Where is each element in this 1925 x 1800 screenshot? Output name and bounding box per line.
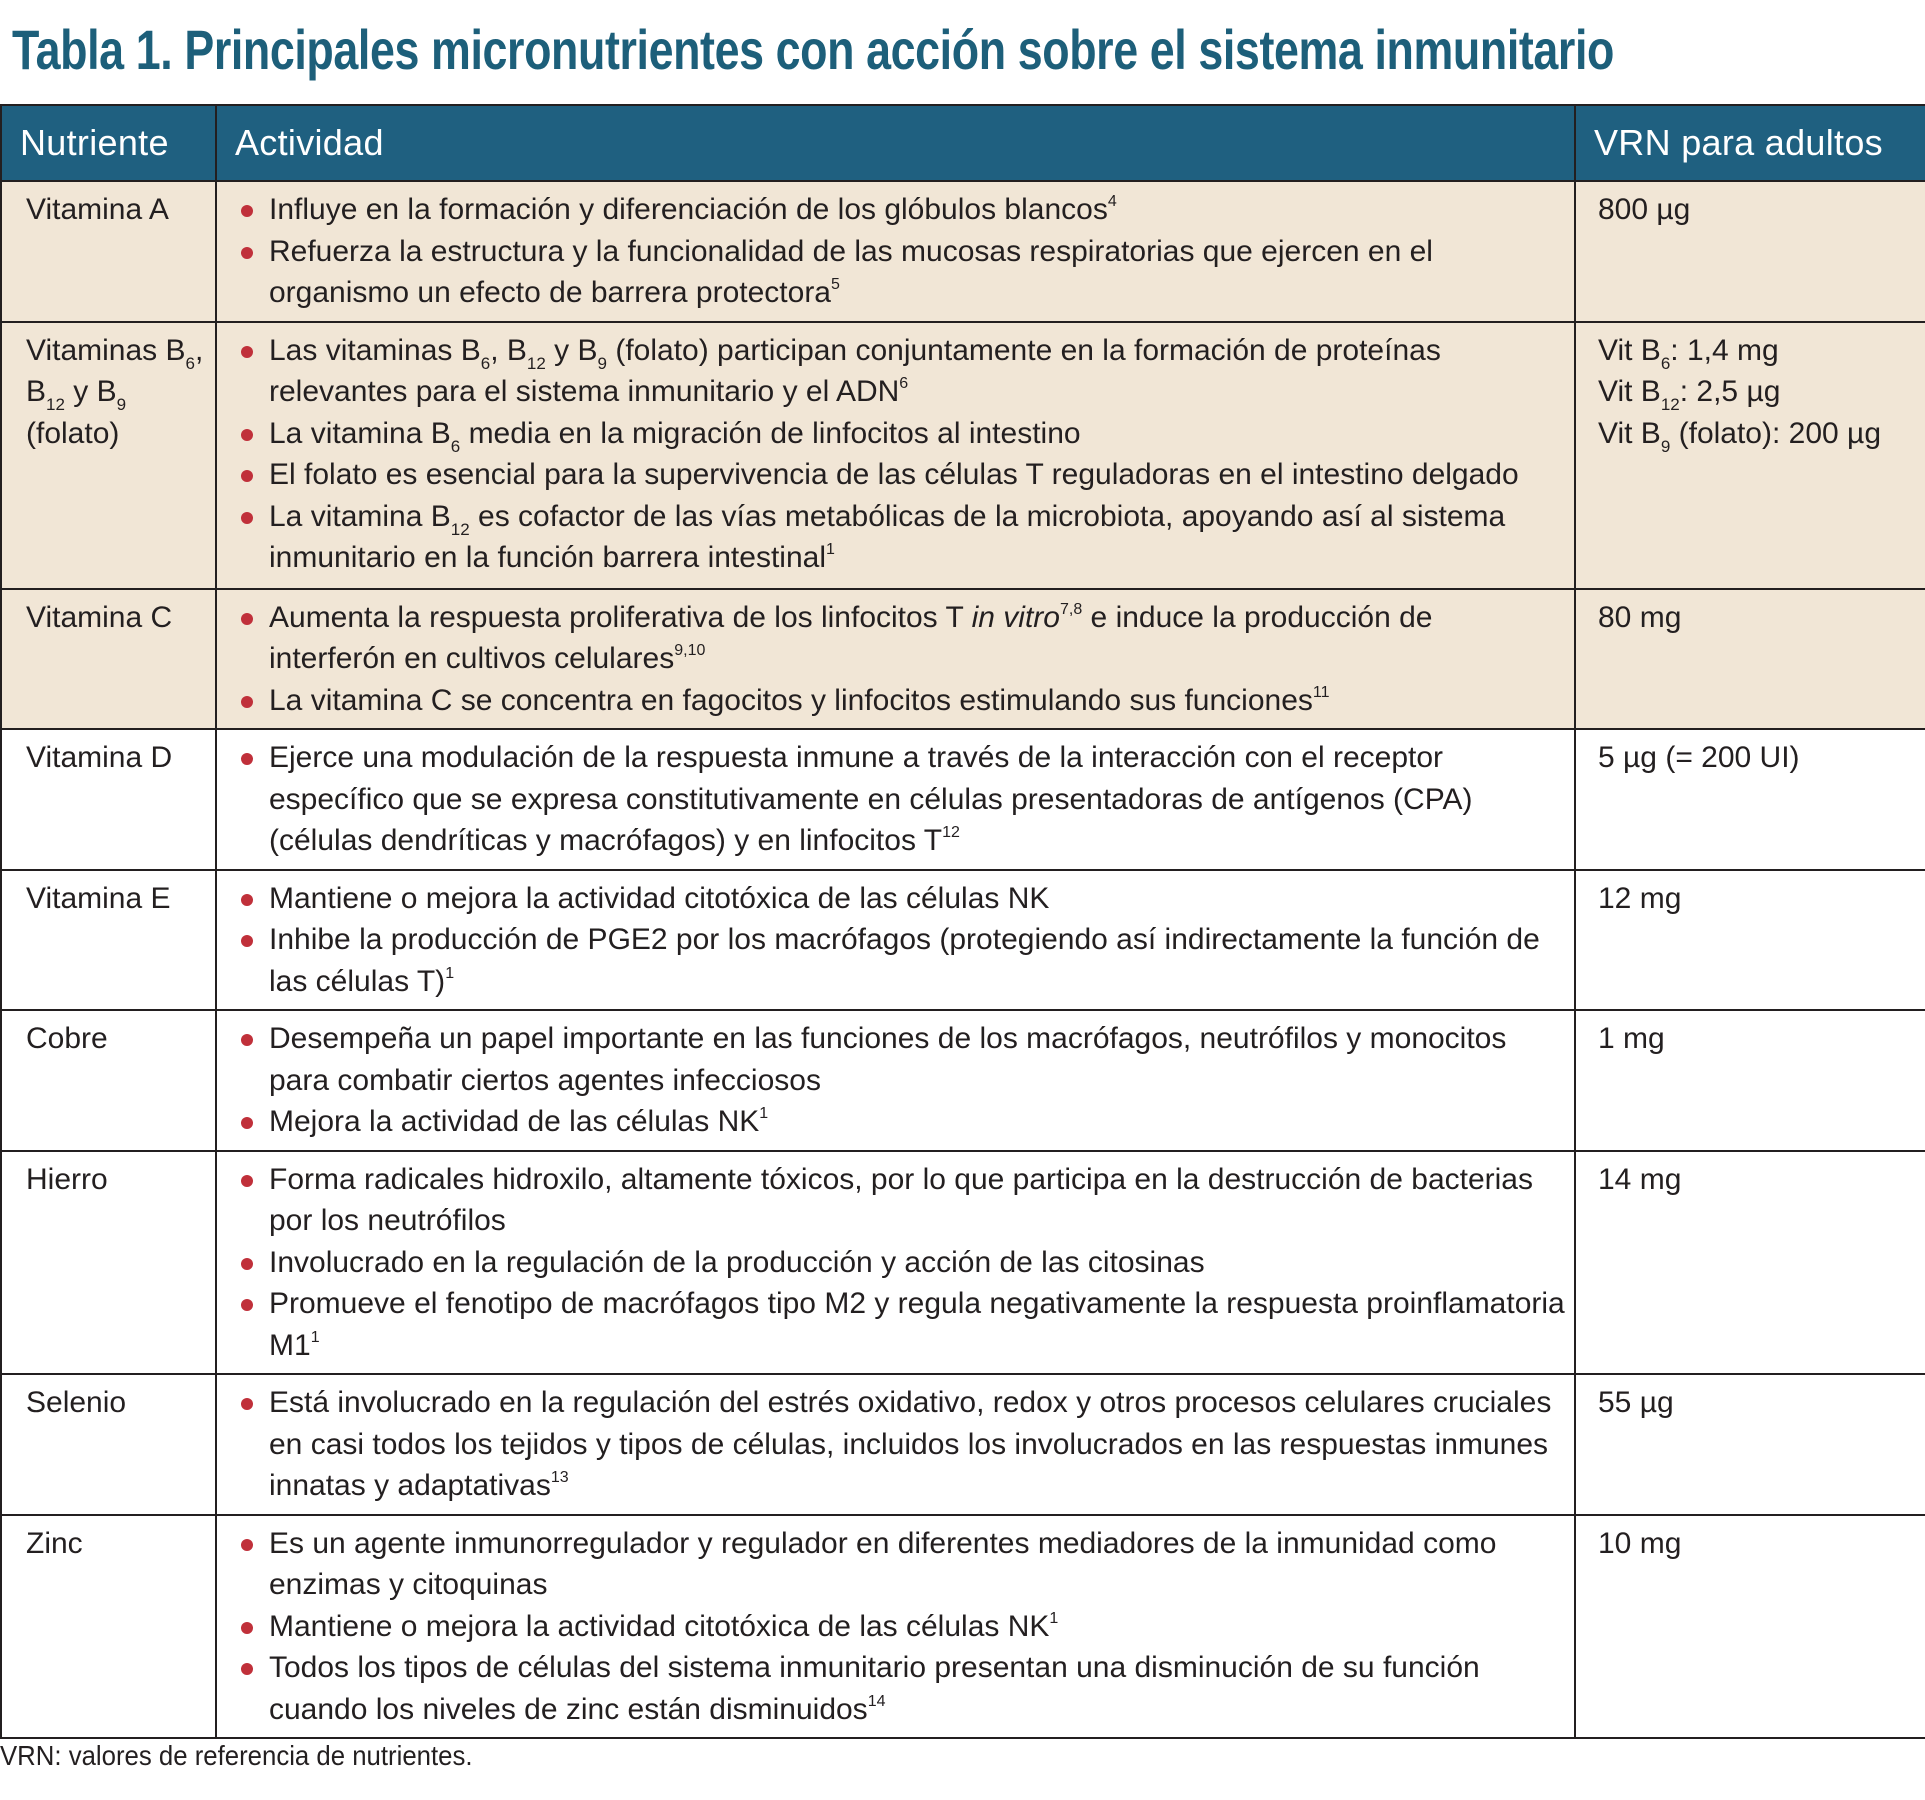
text-run: (folato): 200 µg	[1670, 416, 1882, 450]
text-run: 14 mg	[1598, 1162, 1682, 1196]
text-run: Cobre	[26, 1022, 108, 1055]
text-run: 55 µg	[1598, 1386, 1674, 1419]
text-run: 80 mg	[1598, 600, 1682, 634]
bullet-icon	[241, 613, 253, 625]
vrn-cell	[1575, 1010, 1925, 1151]
text-run: Refuerza la estructura y la funcionalidad de las mucosas respiratorias que ejercen en el organismo un efecto de barrera protectora	[269, 234, 1433, 309]
text-run: Vitamina C	[26, 600, 173, 634]
text-run: es cofactor de las vías metabólicas de la microbiota, apoyando así al sistema inmunitario en la función barrera intestinal	[269, 499, 1506, 574]
text-run: Vit B	[1598, 416, 1661, 450]
activity-cell	[216, 589, 1575, 730]
text-run: Está involucrado en la regulación del estrés oxidativo, redox y otros procesos celulares cruciales en casi todos los tejidos y tipos de células, incluidos los involucrados en las respuestas inmunes innatas y adaptativas	[269, 1386, 1552, 1502]
table-row	[1, 1151, 1925, 1375]
text-run: Vit B	[1598, 375, 1661, 408]
text-run: Mejora la actividad de las células NK	[269, 1105, 760, 1138]
header-nutrient: Nutriente	[1, 105, 216, 181]
bullet-icon	[241, 1258, 253, 1270]
table-row	[1, 729, 1925, 870]
text-run: Inhibe la producción de PGE2 por los macrófagos (protegiendo así indirectamente la función de las células T)	[269, 923, 1540, 998]
subscript: 12	[526, 353, 546, 373]
vrn-cell	[1575, 870, 1925, 1011]
activity-list	[231, 1523, 1566, 1731]
footnote: VRN: valores de referencia de nutrientes.	[0, 1740, 473, 1771]
reference-superscript: 1	[759, 1105, 769, 1122]
vrn-cell	[1575, 181, 1925, 322]
vrn-value	[1598, 371, 1915, 413]
text-run: Vitaminas B	[26, 333, 186, 367]
text-run: 1 mg	[1598, 1022, 1665, 1055]
bullet-icon	[241, 247, 253, 259]
activity-item	[231, 1159, 1566, 1242]
text-run: La vitamina B	[269, 499, 451, 533]
table-row	[1, 1010, 1925, 1151]
table-row	[1, 181, 1925, 322]
activity-cell	[216, 181, 1575, 322]
vrn-cell	[1575, 1515, 1925, 1739]
text-run: La vitamina C se concentra en fagocitos y linfocitos estimulando sus funciones	[269, 683, 1313, 717]
vrn-value	[1598, 1018, 1915, 1060]
activity-item	[231, 413, 1566, 455]
vrn-cell	[1575, 1374, 1925, 1515]
text-run: Vitamina A	[26, 193, 169, 226]
bullet-icon	[241, 512, 253, 524]
vrn-value	[1598, 737, 1915, 779]
activity-item	[231, 1101, 1566, 1143]
text-run: media en la migración de linfocitos al intestino	[460, 416, 1081, 450]
reference-superscript: 6	[899, 375, 909, 392]
activity-cell	[216, 1010, 1575, 1151]
text-run: , B	[490, 333, 527, 367]
activity-item	[231, 680, 1566, 722]
activity-item	[231, 1606, 1566, 1648]
nutrient-cell	[1, 729, 216, 870]
text-run: y B	[64, 375, 117, 408]
nutrient-cell	[1, 322, 216, 589]
vrn-value	[1598, 597, 1915, 639]
nutrient-cell	[1, 1374, 216, 1515]
activity-cell	[216, 870, 1575, 1011]
table-title: Tabla 1. Principales micronutrientes con acción sobre el sistema inmunitario	[12, 18, 1614, 81]
text-run: Influye en la formación y diferenciación de los glóbulos blancos	[269, 193, 1108, 226]
vrn-value	[1598, 1382, 1915, 1424]
text-run: Mantiene o mejora la actividad citotóxica de las células NK	[269, 1609, 1050, 1643]
activity-list	[231, 1159, 1566, 1367]
activity-cell	[216, 729, 1575, 870]
bullet-icon	[241, 429, 253, 441]
subscript: 9	[116, 395, 127, 414]
bullet-icon	[241, 1034, 253, 1046]
table-row	[1, 870, 1925, 1011]
text-run: Aumenta la respuesta proliferativa de los linfocitos T	[269, 600, 972, 634]
text-run: La vitamina B	[269, 416, 451, 450]
table-row	[1, 589, 1925, 730]
activity-list	[231, 330, 1566, 579]
reference-superscript: 9,10	[674, 642, 706, 659]
reference-superscript: 1	[310, 1328, 320, 1346]
text-run: El folato es esencial para la supervivencia de las células T reguladoras en el intestino delgado	[269, 458, 1519, 491]
activity-cell	[216, 322, 1575, 589]
bullet-icon	[241, 1663, 253, 1675]
activity-list	[231, 597, 1566, 722]
subscript: 6	[1660, 353, 1671, 373]
bullet-icon	[241, 470, 253, 482]
text-run: 800 µg	[1598, 193, 1691, 226]
reference-superscript: 12	[942, 824, 960, 841]
text-run: Zinc	[26, 1526, 83, 1560]
vrn-value	[1598, 413, 1915, 455]
nutrient-cell	[1, 1515, 216, 1739]
activity-item	[231, 189, 1566, 231]
subscript: 12	[1660, 395, 1680, 414]
activity-item	[231, 1647, 1566, 1730]
nutrient-cell	[1, 181, 216, 322]
bullet-icon	[241, 346, 253, 358]
reference-superscript: 14	[867, 1692, 886, 1710]
bullet-icon	[241, 205, 253, 217]
text-run: Mantiene o mejora la actividad citotóxica de las células NK	[269, 881, 1050, 915]
activity-item	[231, 1283, 1566, 1366]
text-run: Promueve el fenotipo de macrófagos tipo M2 y regula negativamente la respuesta proinflamatoria M1	[269, 1287, 1565, 1362]
subscript: 6	[480, 353, 491, 373]
activity-item	[231, 597, 1566, 680]
text-run: Las vitaminas B	[269, 333, 481, 367]
vrn-value	[1598, 189, 1915, 231]
activity-item	[231, 1242, 1566, 1284]
text-run: in vitro	[971, 600, 1060, 634]
text-run: (folato) participan conjuntamente en la formación de proteínas relevantes para el sistema inmunitario y el ADN	[269, 333, 1441, 408]
bullet-icon	[241, 1398, 253, 1410]
activity-item	[231, 454, 1566, 496]
reference-superscript: 7,8	[1059, 600, 1083, 618]
bullet-icon	[241, 1175, 253, 1187]
activity-item	[231, 496, 1566, 579]
subscript: 6	[450, 436, 461, 456]
vrn-value	[1598, 878, 1915, 920]
bullet-icon	[241, 1117, 253, 1129]
vrn-value	[1598, 1523, 1915, 1565]
activity-item	[231, 878, 1566, 920]
vrn-cell	[1575, 1151, 1925, 1375]
vrn-cell	[1575, 589, 1925, 730]
activity-item	[231, 1523, 1566, 1606]
text-run: y B	[545, 333, 598, 367]
reference-superscript: 1	[1049, 1609, 1059, 1627]
text-run: Es un agente inmunorregulador y regulador en diferentes mediadores de la inmunidad como enzimas y citoquinas	[269, 1526, 1497, 1601]
subscript: 12	[450, 519, 470, 539]
text-run: Desempeña un papel importante en las funciones de los macrófagos, neutrófilos y monocitos para combatir ciertos agentes infecciosos	[269, 1022, 1507, 1097]
header-activity: Actividad	[216, 105, 1575, 181]
vrn-value	[1598, 330, 1915, 372]
text-run: (folato)	[26, 416, 120, 450]
activity-list	[231, 737, 1566, 862]
text-run: Forma radicales hidroxilo, altamente tóxicos, por lo que participa en la destrucción de bacterias por los neutrófilos	[269, 1162, 1533, 1237]
activity-list	[231, 1018, 1566, 1143]
activity-list	[231, 189, 1566, 314]
activity-item	[231, 330, 1566, 413]
reference-superscript: 1	[825, 541, 835, 558]
activity-list	[231, 878, 1566, 1003]
activity-cell	[216, 1374, 1575, 1515]
subscript: 6	[185, 353, 195, 373]
nutrient-cell	[1, 870, 216, 1011]
activity-item	[231, 1382, 1566, 1507]
micronutrient-table	[0, 104, 1925, 1739]
subscript: 9	[1660, 436, 1671, 456]
nutrient-cell	[1, 589, 216, 730]
vrn-cell	[1575, 729, 1925, 870]
reference-superscript: 4	[1107, 193, 1117, 210]
text-run: Involucrado en la regulación de la producción y acción de las citosinas	[269, 1245, 1205, 1279]
activity-cell	[216, 1151, 1575, 1375]
reference-superscript: 5	[831, 276, 840, 293]
activity-cell	[216, 1515, 1575, 1739]
text-run: Selenio	[26, 1386, 127, 1419]
subscript: 12	[46, 395, 65, 414]
bullet-icon	[241, 935, 253, 947]
activity-item	[231, 919, 1566, 1002]
vrn-value	[1598, 1159, 1915, 1201]
reference-superscript: 11	[1312, 683, 1330, 701]
bullet-icon	[241, 753, 253, 765]
activity-item	[231, 1018, 1566, 1101]
vrn-cell	[1575, 322, 1925, 589]
bullet-icon	[241, 1299, 253, 1311]
text-run: Ejerce una modulación de la respuesta inmune a través de la interacción con el receptor específico que se expresa constitutivamente en células presentadoras de antígenos (CPA) (células dendríticas y macrófagos) y en linfocitos T	[269, 741, 1473, 857]
text-run: 5 µg (= 200 UI)	[1598, 741, 1800, 774]
subscript: 9	[597, 353, 607, 373]
table-row	[1, 1515, 1925, 1739]
text-run: Vitamina D	[26, 741, 173, 774]
text-run: Todos los tipos de células del sistema inmunitario presentan una disminución de su función cuando los niveles de zinc están disminuidos	[269, 1651, 1480, 1726]
table-row	[1, 322, 1925, 589]
text-run: Hierro	[26, 1162, 108, 1196]
reference-superscript: 13	[550, 1469, 569, 1486]
header-vrn: VRN para adultos	[1575, 105, 1925, 181]
reference-superscript: 1	[445, 964, 455, 982]
text-run: 12 mg	[1598, 881, 1682, 915]
activity-item	[231, 737, 1566, 862]
activity-item	[231, 231, 1566, 314]
text-run: , B	[26, 333, 204, 408]
bullet-icon	[241, 1622, 253, 1634]
table-body	[1, 181, 1925, 1738]
text-run: 10 mg	[1598, 1526, 1682, 1560]
text-run: Vit B	[1598, 333, 1661, 367]
text-run: : 1,4 mg	[1670, 333, 1779, 367]
text-run: Vitamina E	[26, 881, 171, 915]
bullet-icon	[241, 894, 253, 906]
text-run: e induce la producción de interferón en cultivos celulares	[269, 600, 1433, 675]
table-header-row	[1, 105, 1925, 181]
table-row	[1, 1374, 1925, 1515]
activity-list	[231, 1382, 1566, 1507]
nutrient-cell	[1, 1151, 216, 1375]
bullet-icon	[241, 1539, 253, 1551]
text-run: : 2,5 µg	[1679, 375, 1781, 408]
bullet-icon	[241, 696, 253, 708]
nutrient-cell	[1, 1010, 216, 1151]
